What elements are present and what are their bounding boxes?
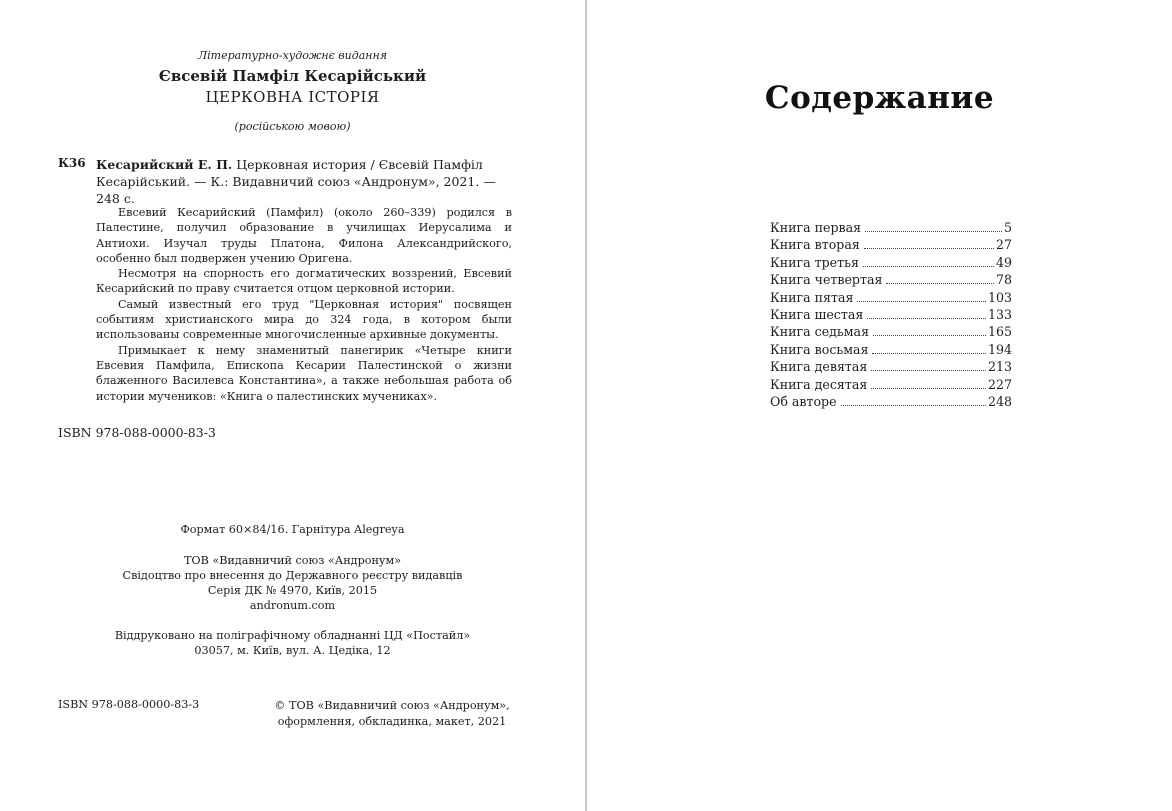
toc-item-page: 103 [987, 289, 1012, 305]
toc-item-label: Книга вторая [770, 237, 860, 253]
table-of-contents [770, 220, 1012, 411]
toc-item [770, 394, 1012, 411]
toc-leader-dots [857, 301, 986, 302]
toc-item-label: Книга девятая [770, 359, 868, 375]
book-author: Євсевій Памфіл Кесарійський [158, 67, 427, 85]
toc-leader-dots [865, 231, 1002, 232]
toc-item-label: Книга пятая [770, 289, 854, 305]
udc-code: К36 [58, 156, 86, 170]
toc-item [770, 237, 1012, 254]
toc-item-label: Книга десятая [770, 376, 868, 392]
bib-rest: Церковная история / Євсевій Памфіл Кесарійський. — К.: Видавничий союз «Андронум», 2021. — 248 с. [96, 157, 496, 206]
toc-item [770, 324, 1012, 341]
toc-item-page: 227 [987, 376, 1012, 392]
toc-leader-dots [863, 266, 994, 267]
printer-address: 03057, м. Київ, вул. А. Цедіка, 12 [194, 644, 391, 657]
bib-author: Кесарийский Е. П. [96, 157, 233, 172]
toc-leader-dots [886, 283, 994, 284]
copyright-line: оформлення, обкладинка, макет, 2021 [277, 715, 507, 728]
toc-item-page: 27 [995, 237, 1012, 253]
toc-item [770, 290, 1012, 307]
publisher-line: Серія ДК № 4970, Київ, 2015 [207, 584, 378, 597]
footer-isbn: ISBN 978-088-0000-83-3 [58, 698, 200, 711]
toc-item [770, 255, 1012, 272]
toc-item-label: Книга третья [770, 254, 859, 270]
language-note: (російською мовою) [234, 120, 351, 133]
toc-item-page: 194 [987, 341, 1012, 357]
toc-item [770, 377, 1012, 394]
toc-item [770, 359, 1012, 376]
publisher-line: Свідоцтво про внесення до Державного реєстру видавців [122, 569, 463, 582]
abstract-paragraph: Самый известный его труд "Церковная история" посвящен событиям христианского мира до 324 года, в котором были использованы современные многочисленные архивные документы. [96, 297, 512, 342]
printer-line: Віддруковано на поліграфічному обладнанні ЦД «Постайл» [114, 629, 471, 642]
toc-item-label: Об авторе [770, 393, 837, 409]
publisher-info [0, 553, 585, 613]
toc-item-page: 5 [1003, 220, 1012, 235]
toc-leader-dots [867, 318, 986, 319]
toc-leader-dots [841, 405, 986, 406]
bibliographic-record [96, 156, 516, 207]
toc-item [770, 342, 1012, 359]
toc-leader-dots [864, 248, 994, 249]
toc-item-label: Книга четвертая [770, 272, 883, 288]
toc-item-label: Книга восьмая [770, 341, 869, 357]
book-title: ЦЕРКОВНА ІСТОРІЯ [205, 88, 380, 106]
isbn: ISBN 978-088-0000-83-3 [58, 425, 216, 440]
abstract-paragraph: Несмотря на спорность его догматических воззрений, Евсевий Кесарийский по праву считается отцом церковной истории. [96, 267, 512, 296]
abstract [96, 205, 512, 404]
publisher-line: ТОВ «Видавничий союз «Андронум» [183, 554, 402, 567]
toc-item-page: 133 [987, 306, 1012, 322]
toc-item [770, 220, 1012, 237]
toc-item [770, 307, 1012, 324]
contents-heading: Содержание [764, 80, 995, 116]
toc-leader-dots [871, 370, 986, 371]
toc-leader-dots [873, 335, 986, 336]
printer-info [0, 628, 585, 658]
toc-item-page: 213 [987, 359, 1012, 375]
toc-item [770, 272, 1012, 289]
imprint-page [0, 0, 585, 811]
contents-page [587, 0, 1172, 811]
toc-leader-dots [872, 353, 985, 354]
abstract-paragraph: Примыкает к нему знаменитый панегирик «Четыре книги Евсевия Памфила, Епископа Кесарии Палестинской о жизни блаженного Василевса Константина», а также небольшая работа об истории мучеников: «Книга о палестинских мучениках». [96, 343, 512, 403]
format-line: Формат 60×84/16. Гарнітура Alegreya [180, 523, 405, 536]
toc-leader-dots [871, 388, 986, 389]
toc-item-label: Книга седьмая [770, 324, 870, 340]
toc-item-page: 49 [995, 254, 1012, 270]
toc-item-page: 165 [987, 324, 1012, 340]
abstract-paragraph: Евсевий Кесарийский (Памфил) (около 260–339) родился в Палестине, получил образование в училищах Иерусалима и Антиохи. Изучал труды Платона, Филона Александрийского, особенно был подвержен учению Оригена. [96, 206, 512, 265]
publisher-website: andronum.com [249, 599, 336, 612]
copyright [262, 698, 522, 730]
toc-item-page: 248 [987, 393, 1012, 409]
copyright-line: © ТОВ «Видавничий союз «Андронум», [274, 699, 510, 712]
toc-item-page: 78 [995, 272, 1012, 288]
toc-item-label: Книга шестая [770, 306, 864, 322]
toc-item-label: Книга первая [770, 220, 862, 235]
edition-type: Літературно-художнє видання [197, 49, 388, 62]
